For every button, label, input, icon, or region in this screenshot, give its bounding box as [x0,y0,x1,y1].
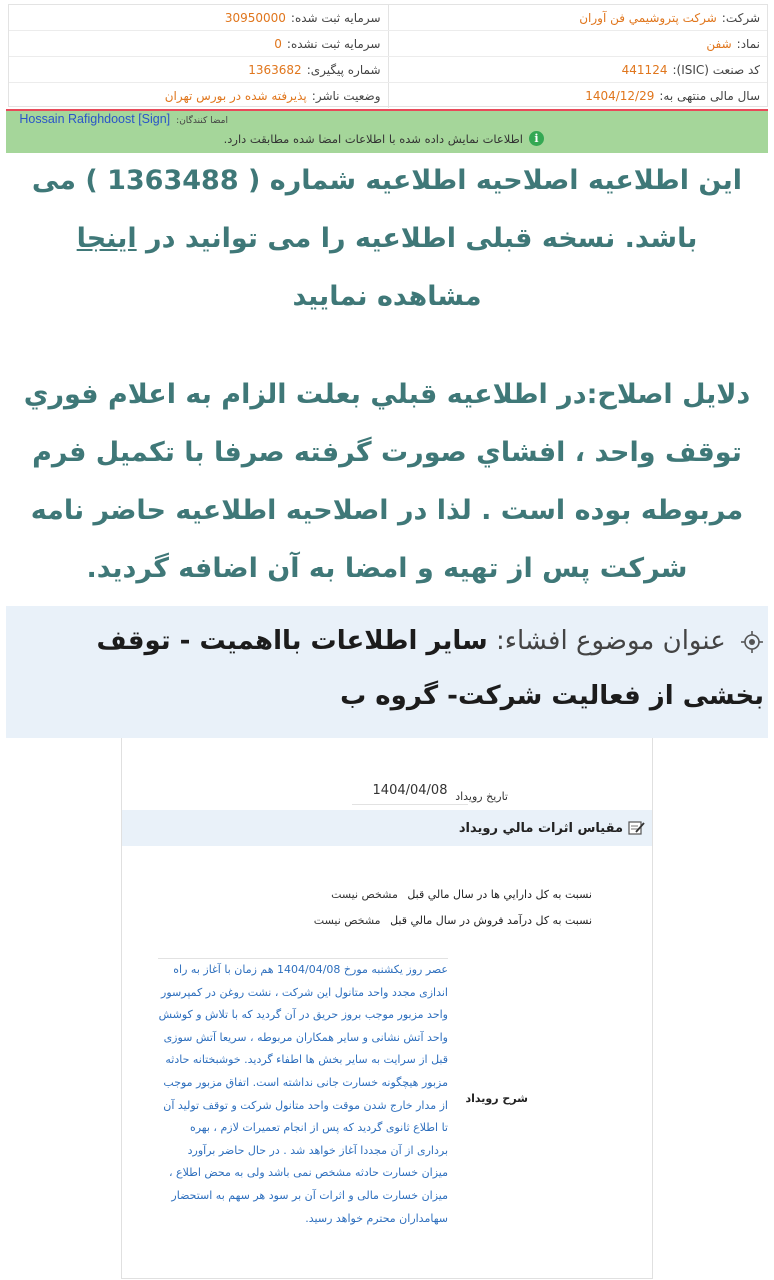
event-document [121,738,653,1279]
financial-impact-title-wrap [459,820,646,836]
subject-label: عنوان موضوع افشاء: [495,626,726,656]
company-info-table [8,4,768,107]
capital-registered-value: 30950000 [224,10,286,25]
event-date-field: 1404/04/08 [352,780,468,805]
edit-icon [628,820,646,836]
company-cell [389,5,768,30]
fiscal-label: سال مالی منتهی به: [659,88,760,103]
fiscal-value: 1404/12/29 [585,88,655,103]
ratio-sales-label: نسبت به کل درآمد فروش در سال مالي قبل [390,914,592,927]
signers-label: امضا کنندگان: [176,116,228,126]
verification-message [224,131,544,146]
info-row [9,83,767,108]
symbol-cell [389,31,768,56]
info-row [9,5,767,31]
ratio-assets-label: نسبت به کل دارايي ها در سال مالي قبل [407,888,592,901]
ratio-sales [314,914,592,927]
subject-value: سایر اطلاعات بااهمیت - توقف بخشی از فعالیت شرکت- گروه ب [96,626,764,711]
ratio-assets [331,888,592,901]
ratio-assets-value: مشخص نيست [331,888,398,901]
target-icon [740,630,764,654]
publisher-value: پذیرفته شده در بورس تهران [164,88,307,103]
subject-line [8,614,764,724]
correction-reason: دلایل اصلاح:در اطلاعیه قبلي بعلت الزام به اعلام فوري توقف واحد ، افشاي صورت گرفته صرفا با تکميل فرم مربوطه بوده است . لذا در اصلاحيه اطلاعيه حاضر نامه شرکت پس از تهيه و امضا به آن اضافه گرديد. [23,379,751,584]
event-description-label: شرح رويداد [465,1092,528,1105]
event-date-label: تاريخ رويداد [455,790,508,803]
tracking-cell [9,57,389,82]
disclosure-subject [6,606,768,738]
correction-text-part1: این اطلاعیه اصلاحیه اطلاعیه شماره ( 1363488 ) می باشد. نسخه قبلی اطلاعیه را می توانید در [31,165,743,254]
capital-unregistered-cell [9,31,389,56]
verification-text: اطلاعات نمایش داده شده با اطلاعات امضا شده مطابقت دارد. [223,131,523,146]
symbol-label: نماد: [736,36,760,51]
financial-impact-title: مقياس اثرات مالي رويداد [458,820,623,836]
symbol-value[interactable]: شفن [706,36,732,51]
info-row [9,57,767,83]
company-label: شرکت: [721,10,760,25]
isic-label: کد صنعت (ISIC): [672,62,760,77]
correction-text-part2: مشاهده نمایید [292,281,482,312]
isic-cell [389,57,768,82]
isic-value: 441124 [621,62,668,77]
info-row [9,31,767,57]
fiscal-cell [389,83,768,108]
event-description: عصر روز یکشنبه مورخ 1404/04/08 هم زمان با آغاز به راه اندازی مجدد واحد متانول این شرکت ، نشت روغن در کمپرسور واحد مزبور موجب بروز حریق در آن گردید که با تلاش و کوشش واحد آتش نشانی و سایر همکاران مربوطه ، سریعا آتش سوزی قبل از سرایت به سایر بخش ها اطفاء گردید. خوشبختانه حادثه مزبور هیچگونه خسارت جانی نداشته است. اتفاق مزبور موجب از مدار خارج شدن موقت واحد متانول شرکت و توقف تولید آن تا اطلاع ثانوی گردید که پس از انجام تعمیرات لازم ، بهره برداری از آن مجددا آغاز خواهد شد . در حال حاضر برآورد میزان خسارت حادثه مشخص نمی باشد ولی به محض اطلاع ، میزان خسارت مالی و اثرات آن بر سود هر سهم به استحضار سهامداران محترم خواهد رسید. [158,958,448,1230]
capital-registered-cell [9,5,389,30]
previous-version-link[interactable]: اینجا [76,223,137,254]
signer-link[interactable]: Hossain Rafighdoost [Sign] [19,112,171,126]
capital-unregistered-value: 0 [274,36,282,51]
tracking-label: شماره پیگیری: [306,62,381,77]
publisher-cell [9,83,389,108]
signers [19,112,228,126]
tracking-value: 1363682 [248,62,302,77]
correction-notice [22,152,752,326]
info-icon: i [529,131,544,146]
capital-registered-label: سرمایه ثبت شده: [290,10,381,25]
financial-impact-header [122,810,652,846]
company-name[interactable]: شرکت پتروشیمي فن آوران [579,10,717,25]
ratio-sales-value: مشخص نيست [313,914,381,927]
capital-unregistered-label: سرمایه ثبت نشده: [286,36,381,51]
signature-notice [6,111,768,153]
publisher-label: وضعیت ناشر: [311,88,381,103]
